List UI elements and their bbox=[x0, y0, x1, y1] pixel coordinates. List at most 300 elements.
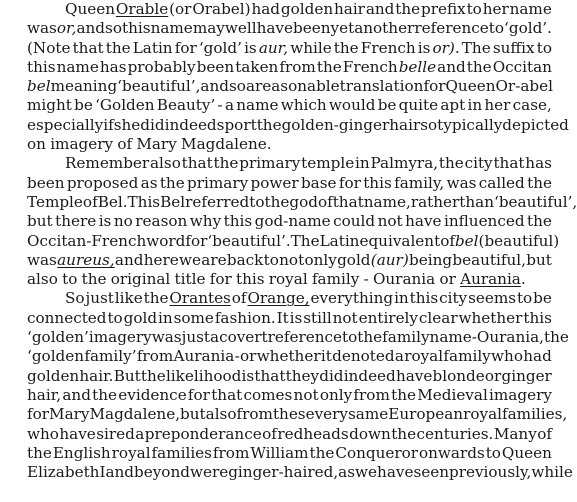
word: (or bbox=[169, 0, 192, 18]
word: Queen bbox=[445, 77, 496, 96]
word: we bbox=[179, 250, 202, 269]
word: rather bbox=[410, 192, 460, 211]
word: are bbox=[201, 250, 227, 269]
text-line bbox=[27, 425, 552, 444]
word: influenced bbox=[444, 212, 525, 231]
word: she bbox=[113, 115, 141, 134]
word: It bbox=[276, 308, 289, 327]
word: to bbox=[516, 289, 533, 308]
word: just bbox=[85, 289, 114, 308]
word: why bbox=[189, 212, 222, 231]
word: original bbox=[110, 270, 171, 289]
word: bel bbox=[454, 231, 479, 250]
word: in bbox=[158, 308, 173, 327]
word: might bbox=[27, 96, 72, 115]
word: have bbox=[59, 424, 96, 443]
word: this bbox=[363, 173, 392, 192]
word: the bbox=[357, 328, 383, 347]
word: sport bbox=[216, 115, 257, 134]
word: city bbox=[464, 154, 493, 173]
word: The bbox=[290, 231, 320, 250]
word: royal bbox=[111, 443, 151, 462]
word: god bbox=[289, 192, 318, 211]
word: indeed bbox=[343, 366, 396, 385]
word: has bbox=[525, 154, 552, 173]
word: for bbox=[185, 231, 208, 250]
word: and bbox=[365, 0, 395, 18]
word: and bbox=[105, 463, 135, 482]
text-line bbox=[27, 115, 569, 135]
word: but bbox=[180, 405, 206, 424]
word: Orabel) bbox=[192, 0, 251, 18]
word: denoted bbox=[332, 347, 395, 366]
word: to bbox=[485, 443, 501, 462]
word: base bbox=[300, 173, 337, 192]
word: ginger-haired, bbox=[228, 463, 339, 482]
word: Bel. bbox=[97, 192, 128, 211]
word: Remember bbox=[65, 154, 150, 173]
word: for bbox=[423, 77, 446, 96]
word: families bbox=[151, 443, 212, 462]
word: well bbox=[224, 19, 257, 38]
word: this bbox=[409, 289, 439, 308]
word: redheads bbox=[277, 424, 349, 443]
word: like bbox=[114, 289, 143, 308]
word: to bbox=[107, 308, 123, 327]
word: the bbox=[309, 443, 335, 462]
word: the bbox=[92, 385, 118, 404]
word: the bbox=[333, 38, 359, 57]
word: from bbox=[136, 347, 174, 366]
word: also bbox=[150, 154, 181, 173]
word: been bbox=[293, 19, 331, 38]
word: primary bbox=[239, 154, 301, 173]
word: a bbox=[135, 424, 145, 443]
word: as bbox=[338, 463, 356, 482]
word: just bbox=[181, 328, 210, 347]
word: would bbox=[328, 96, 376, 115]
word: evidence bbox=[118, 385, 187, 404]
word: royal bbox=[463, 405, 502, 424]
word: reference bbox=[267, 328, 343, 347]
word: whether bbox=[458, 308, 523, 327]
word: being bbox=[409, 250, 453, 269]
text-line bbox=[27, 96, 552, 115]
word: or bbox=[439, 270, 456, 289]
word: while bbox=[531, 463, 573, 482]
word: connected bbox=[27, 308, 107, 327]
word: taken bbox=[235, 57, 279, 76]
word: depicted bbox=[502, 115, 569, 134]
word: Orange, bbox=[247, 289, 310, 308]
word: or bbox=[484, 366, 502, 385]
word: is bbox=[289, 308, 303, 327]
text-line bbox=[27, 77, 552, 96]
word: from bbox=[353, 385, 390, 404]
word: if bbox=[103, 115, 114, 134]
word: be bbox=[74, 96, 93, 115]
word: of bbox=[440, 231, 455, 250]
word: than bbox=[459, 192, 494, 211]
word: that bbox=[181, 154, 213, 173]
word: hair bbox=[389, 115, 421, 134]
word: ‘golden bbox=[27, 347, 85, 366]
word: ‘gold’. bbox=[504, 19, 552, 38]
word: Magdalene. bbox=[181, 135, 272, 154]
word: imagery bbox=[50, 135, 114, 154]
word: gold bbox=[337, 250, 371, 269]
word: French bbox=[360, 38, 416, 57]
word: for bbox=[338, 173, 361, 192]
word: quite bbox=[398, 96, 439, 115]
word: Queen bbox=[501, 443, 552, 462]
word: belle bbox=[398, 57, 437, 76]
word: and bbox=[62, 385, 91, 404]
word: only bbox=[304, 250, 337, 269]
word: is bbox=[241, 366, 255, 385]
word: to bbox=[249, 192, 265, 211]
word: onwards bbox=[418, 443, 485, 462]
word: was bbox=[151, 328, 182, 347]
word: blonde bbox=[432, 366, 485, 385]
text-line bbox=[27, 192, 577, 212]
word: this bbox=[27, 57, 56, 76]
word: Orable bbox=[115, 0, 169, 18]
word: indeed bbox=[164, 115, 217, 134]
word: on bbox=[27, 135, 46, 154]
word: Latin bbox=[132, 38, 173, 57]
word: reasonable bbox=[255, 77, 340, 96]
word: which bbox=[280, 96, 327, 115]
word: seen bbox=[413, 463, 449, 482]
word: family bbox=[311, 270, 360, 289]
word: the bbox=[256, 115, 282, 134]
word: it bbox=[320, 347, 332, 366]
word: still bbox=[303, 308, 332, 327]
word: hair bbox=[333, 0, 365, 18]
word: - bbox=[217, 96, 223, 115]
word: name bbox=[429, 328, 472, 347]
word: Occitan bbox=[492, 57, 552, 76]
word: preponderance bbox=[144, 424, 262, 443]
word: to bbox=[536, 38, 552, 57]
word: family bbox=[382, 328, 430, 347]
word: a bbox=[210, 328, 220, 347]
word: that bbox=[254, 366, 286, 385]
word: the bbox=[316, 57, 342, 76]
word: from bbox=[212, 443, 250, 462]
word: called bbox=[478, 173, 525, 192]
word: the bbox=[27, 443, 52, 462]
word: is bbox=[244, 38, 257, 57]
word: Temple bbox=[27, 192, 83, 211]
word: word bbox=[146, 231, 186, 250]
word: family’ bbox=[84, 347, 137, 366]
text-line bbox=[27, 463, 573, 482]
word: also bbox=[27, 270, 58, 289]
word: but bbox=[526, 250, 552, 269]
word: ‘beautiful’, bbox=[494, 192, 577, 211]
word: another bbox=[354, 19, 415, 38]
word: name, bbox=[363, 192, 411, 211]
word: title bbox=[174, 270, 206, 289]
text-line bbox=[27, 154, 552, 173]
word: of bbox=[317, 192, 333, 211]
word: Latin bbox=[319, 231, 360, 250]
word: hair, bbox=[27, 385, 62, 404]
word: for bbox=[27, 405, 50, 424]
word: to bbox=[488, 19, 504, 38]
word: for bbox=[187, 385, 210, 404]
word: name bbox=[509, 0, 552, 18]
word: proposed bbox=[66, 173, 139, 192]
word: royal bbox=[268, 270, 308, 289]
word: the bbox=[105, 38, 131, 57]
word: bel bbox=[27, 77, 51, 96]
word: name bbox=[150, 19, 193, 38]
word: to bbox=[342, 328, 358, 347]
word: fashion. bbox=[214, 308, 276, 327]
word: were bbox=[189, 463, 229, 482]
word: back bbox=[226, 250, 264, 269]
word: have bbox=[377, 463, 414, 482]
word: Aurania bbox=[173, 347, 235, 366]
word: of bbox=[117, 135, 133, 154]
word: This bbox=[127, 192, 161, 211]
word: a bbox=[394, 347, 404, 366]
word: city bbox=[439, 289, 468, 308]
word: the bbox=[527, 212, 552, 231]
word: William bbox=[250, 443, 309, 462]
word: some bbox=[173, 308, 214, 327]
word: yet bbox=[330, 19, 355, 38]
word: may bbox=[192, 19, 225, 38]
word: families, bbox=[502, 405, 568, 424]
word: golden bbox=[280, 0, 334, 18]
word: the bbox=[438, 154, 464, 173]
word: But bbox=[113, 366, 141, 385]
word: from bbox=[279, 57, 316, 76]
word: typically bbox=[437, 115, 503, 134]
word: been bbox=[196, 57, 235, 76]
word: beyond bbox=[134, 463, 190, 482]
word: English bbox=[52, 443, 111, 462]
word: this bbox=[122, 19, 151, 38]
word: has bbox=[99, 57, 127, 76]
word: comes bbox=[243, 385, 293, 404]
word: Mary bbox=[49, 405, 90, 424]
word: reference bbox=[414, 19, 489, 38]
word: in bbox=[467, 96, 483, 115]
word: be bbox=[533, 289, 552, 308]
word: to bbox=[263, 250, 279, 269]
word: who bbox=[27, 424, 59, 443]
word: to bbox=[62, 270, 78, 289]
word: had bbox=[523, 347, 552, 366]
word: and bbox=[437, 57, 466, 76]
word: but bbox=[27, 212, 53, 231]
word: so bbox=[228, 77, 246, 96]
word: was bbox=[446, 173, 477, 192]
word: and bbox=[200, 77, 229, 96]
word: Beauty’ bbox=[156, 96, 216, 115]
word: Mary bbox=[136, 135, 177, 154]
word: the bbox=[391, 424, 417, 443]
word: these bbox=[272, 405, 315, 424]
word: hair. bbox=[79, 366, 114, 385]
word: the bbox=[544, 328, 569, 347]
word: only bbox=[319, 385, 353, 404]
word: previously, bbox=[449, 463, 532, 482]
text-line bbox=[27, 174, 552, 193]
word: power bbox=[250, 173, 299, 192]
word: Many bbox=[493, 424, 537, 443]
word: Magdalene, bbox=[89, 405, 181, 424]
word: the bbox=[527, 173, 552, 192]
word: down bbox=[349, 424, 391, 443]
word: beautiful, bbox=[452, 250, 526, 269]
word: was bbox=[27, 19, 57, 38]
text-line bbox=[27, 270, 552, 289]
word: to bbox=[466, 0, 482, 18]
word: Palmyra, bbox=[370, 154, 439, 173]
word: covert bbox=[219, 328, 268, 347]
word: family bbox=[443, 347, 491, 366]
text-line bbox=[27, 135, 552, 154]
word: apt bbox=[440, 96, 466, 115]
word: ‘beautiful’, bbox=[117, 77, 201, 96]
word: imagery bbox=[88, 328, 152, 347]
word: ‘gold’ bbox=[198, 38, 242, 57]
word: Ourania, bbox=[476, 328, 544, 347]
word: meaning bbox=[50, 77, 118, 96]
word: entirely bbox=[358, 308, 418, 327]
text-line bbox=[27, 309, 552, 328]
word: sired bbox=[96, 424, 135, 443]
word: not bbox=[279, 250, 305, 269]
word: royal bbox=[404, 347, 444, 366]
word: same bbox=[348, 405, 389, 424]
word: we bbox=[355, 463, 378, 482]
word: did bbox=[140, 115, 165, 134]
word: had bbox=[251, 0, 281, 18]
text-line bbox=[27, 19, 552, 38]
text-line bbox=[27, 444, 552, 463]
word: golden-ginger bbox=[281, 115, 390, 134]
word: Orantes bbox=[169, 289, 231, 308]
word: the bbox=[391, 385, 416, 404]
word: prefix bbox=[421, 0, 466, 18]
word: or, bbox=[56, 19, 77, 38]
word: whether bbox=[256, 347, 321, 366]
word: Occitan-French bbox=[27, 231, 147, 250]
word: (aur) bbox=[370, 250, 409, 269]
word: not bbox=[332, 308, 358, 327]
text-line bbox=[27, 231, 560, 251]
word: ‘Golden bbox=[95, 96, 155, 115]
word: her bbox=[482, 0, 509, 18]
word: equivalent bbox=[359, 231, 441, 250]
word: aur, bbox=[258, 38, 289, 57]
word: (beautiful) bbox=[478, 231, 560, 250]
word: referred bbox=[185, 192, 250, 211]
word: Aurania bbox=[460, 270, 521, 289]
word: no bbox=[113, 212, 133, 231]
word: did bbox=[319, 366, 344, 385]
word: primary bbox=[187, 173, 249, 192]
word: for bbox=[174, 38, 197, 57]
word: ‘beautiful’. bbox=[207, 231, 291, 250]
word: of bbox=[231, 289, 247, 308]
text-line bbox=[27, 347, 552, 366]
word: from bbox=[236, 405, 273, 424]
word: aureus, bbox=[57, 250, 115, 269]
word: or bbox=[240, 347, 257, 366]
word: of bbox=[82, 192, 98, 211]
text-line bbox=[27, 405, 568, 424]
text-line bbox=[27, 0, 552, 19]
word: the bbox=[159, 173, 185, 192]
word: was bbox=[27, 250, 57, 269]
word: the bbox=[466, 57, 492, 76]
word: reason bbox=[135, 212, 188, 231]
word: Or-abel bbox=[495, 77, 553, 96]
word: - bbox=[234, 347, 240, 366]
word: French bbox=[342, 57, 398, 76]
word: I bbox=[99, 463, 106, 482]
word: gold bbox=[123, 308, 158, 327]
word: this bbox=[235, 270, 265, 289]
word: Bel bbox=[160, 192, 186, 211]
word: golden bbox=[27, 366, 80, 385]
word: have bbox=[256, 19, 293, 38]
text-line bbox=[27, 212, 552, 231]
word: everything bbox=[310, 289, 394, 308]
word: probably bbox=[127, 57, 196, 76]
word: a bbox=[224, 96, 234, 115]
word: suffix bbox=[492, 38, 535, 57]
word: god-name bbox=[254, 212, 331, 231]
word: Ourania bbox=[372, 270, 436, 289]
word: case, bbox=[512, 96, 552, 115]
word: this bbox=[223, 212, 253, 231]
word: of bbox=[537, 424, 552, 443]
word: seems bbox=[468, 289, 517, 308]
word: been bbox=[27, 173, 65, 192]
word: Elizabeth bbox=[27, 463, 100, 482]
text-line bbox=[27, 386, 552, 405]
word: they bbox=[285, 366, 320, 385]
word: who bbox=[491, 347, 523, 366]
word: temple bbox=[301, 154, 355, 173]
text-line bbox=[27, 367, 552, 386]
word: European bbox=[388, 405, 464, 424]
word: the bbox=[213, 154, 239, 173]
word: - bbox=[471, 328, 477, 347]
word: the bbox=[395, 0, 421, 18]
word: that bbox=[332, 192, 364, 211]
body-text bbox=[27, 0, 577, 482]
word: clear bbox=[418, 308, 458, 327]
word: also bbox=[205, 405, 237, 424]
word: this bbox=[523, 308, 552, 327]
word: Conqueror bbox=[335, 443, 419, 462]
word: for bbox=[209, 270, 232, 289]
word: centuries. bbox=[416, 424, 494, 443]
word: name bbox=[236, 96, 279, 115]
text-line bbox=[27, 289, 552, 308]
word: - bbox=[363, 270, 369, 289]
